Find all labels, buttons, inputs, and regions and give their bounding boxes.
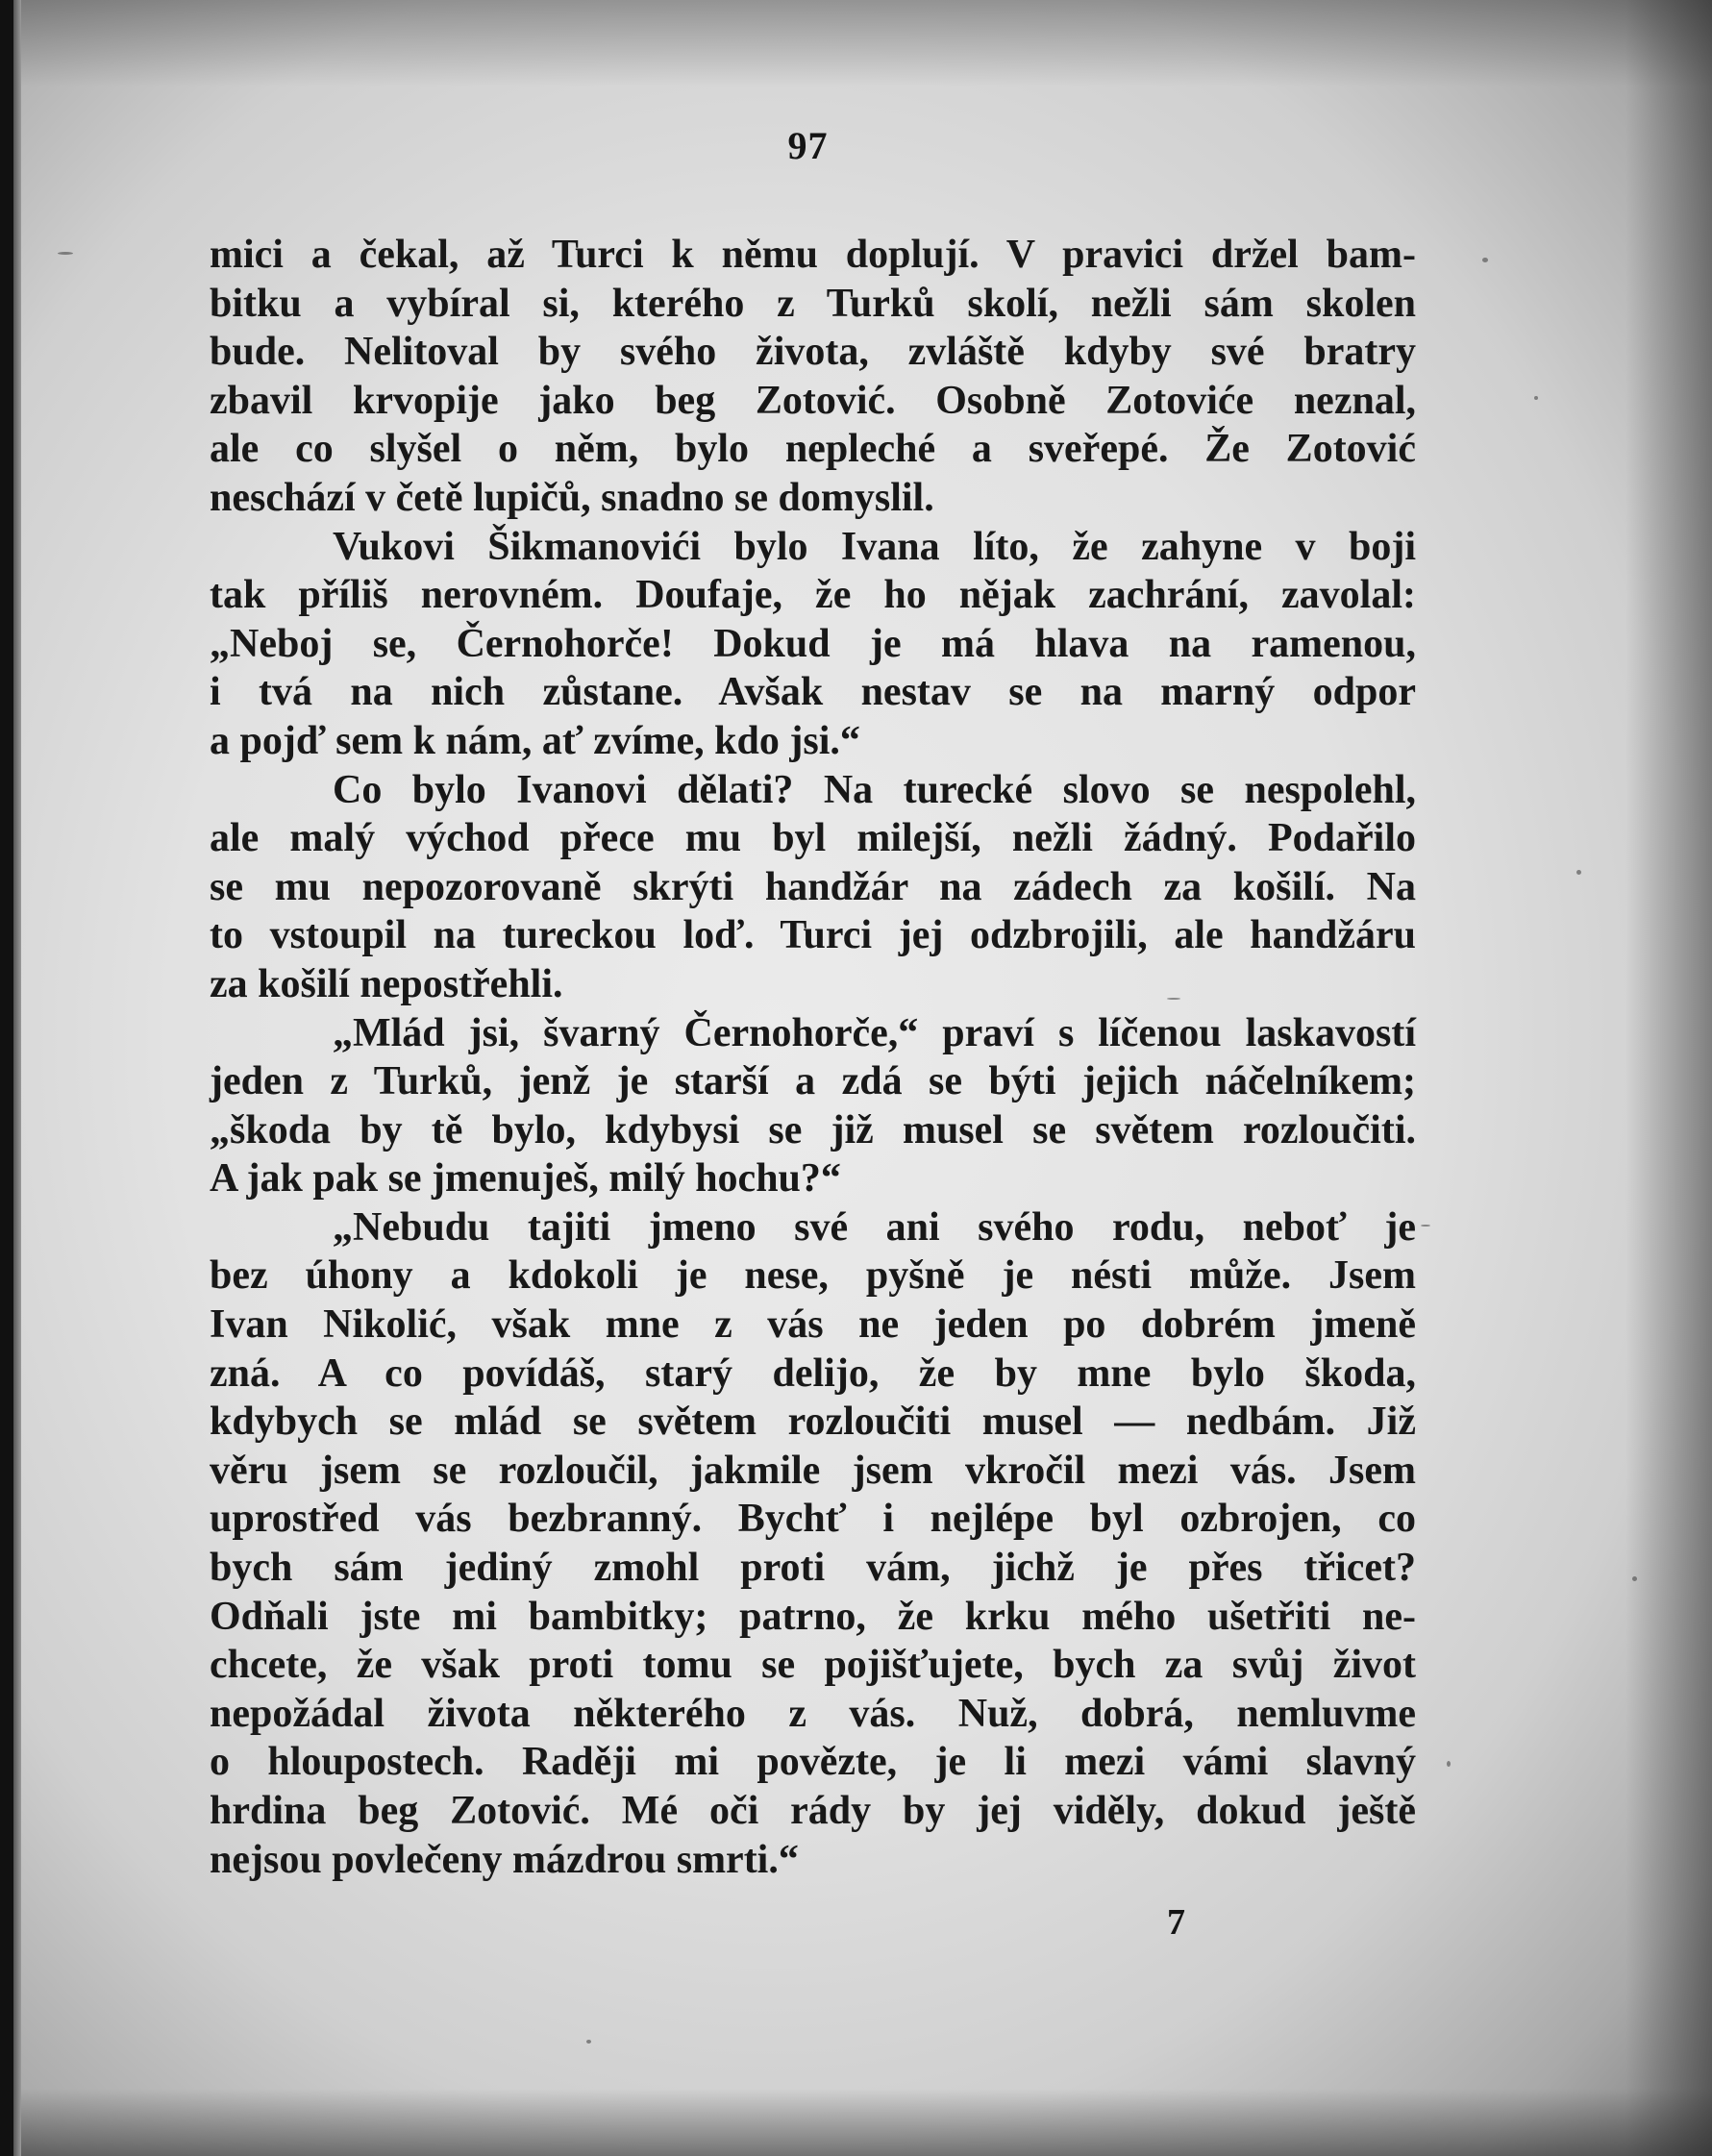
text-line: i tvá na nich zůstane. Avšak nestav se na marný odpor xyxy=(210,670,1416,715)
page-number: 97 xyxy=(787,124,829,167)
text-line: o hloupostech. Raději mi povězte, je li mezi vámi slavný xyxy=(210,1740,1416,1785)
text-line: věru jsem se rozloučil, jakmile jsem vkročil mezi vás. Jsem xyxy=(210,1448,1416,1493)
text-line: to vstoupil na tureckou loď. Turci jej odzbrojili, ale handžáru xyxy=(210,913,1416,958)
text-line: zbavil krvopije jako beg Zotović. Osobně Zotoviće neznal, xyxy=(210,378,1416,423)
text-line: Odňali jste mi bambitky; patrno, že krku mého ušetřiti ne- xyxy=(210,1594,1416,1639)
page-shadow-top xyxy=(0,0,1712,87)
text-line: kdybych se mlád se světem rozloučiti musel — nedbám. Již xyxy=(210,1400,1416,1445)
scan-speck xyxy=(1447,1761,1451,1767)
text-line: a pojď sem k nám, ať zvíme, kdo jsi.“ xyxy=(210,718,860,763)
page-binding-gradient xyxy=(13,0,21,2156)
text-line: tak příliš nerovném. Doufaje, že ho nějak zachrání, zavolal: xyxy=(210,573,1416,618)
text-line: jeden z Turků, jenž je starší a zdá se býti jejich náčelníkem; xyxy=(210,1059,1416,1104)
text-line: se mu nepozorovaně skrýti handžár na zádech za košilí. Na xyxy=(210,864,1416,909)
page-shadow-bottom xyxy=(0,2089,1712,2156)
page-binding-edge xyxy=(0,0,13,2156)
text-line: Ivan Nikolić, však mne z vás ne jeden po dobrém jmeně xyxy=(210,1302,1416,1348)
text-line: neschází v četě lupičů, snadno se domyslil. xyxy=(210,475,934,520)
text-line: chcete, že však proti tomu se pojišťujete, bych za svůj život xyxy=(210,1643,1416,1688)
scan-speck xyxy=(58,252,73,255)
scan-speck xyxy=(1576,870,1581,875)
text-line: bez úhony a kdokoli je nese, pyšně je nésti může. Jsem xyxy=(210,1253,1416,1299)
text-line: nepožádal života některého z vás. Nuž, dobrá, nemluvme xyxy=(210,1691,1416,1736)
scan-speck xyxy=(586,2040,591,2044)
text-line: Vukovi Šikmanovići bylo Ivana líto, že zahyne v boji xyxy=(333,524,1416,569)
text-line: bych sám jediný zmohl proti vám, jichž je přes třicet? xyxy=(210,1546,1416,1591)
body-text xyxy=(210,231,1416,1884)
text-line: „Neboj se, Černohorče! Dokud je má hlava na ramenou, xyxy=(210,621,1416,666)
text-line: zná. A co povídáš, starý delijo, že by mne bylo škoda, xyxy=(210,1351,1416,1396)
text-line: „škoda by tě bylo, kdybysi se již musel se světem rozloučiti. xyxy=(210,1107,1416,1152)
page-shadow-right xyxy=(1625,0,1712,2156)
scan-speck xyxy=(1534,396,1538,400)
text-line: hrdina beg Zotović. Mé oči rády by jej viděly, dokud ještě xyxy=(210,1789,1416,1833)
text-line: nejsou povlečeny mázdrou smrti.“ xyxy=(210,1837,799,1882)
scan-speck xyxy=(1632,1576,1637,1581)
text-line: bude. Nelitoval by svého života, zvláště kdyby své bratry xyxy=(210,330,1416,375)
signature-mark: 7 xyxy=(1167,1902,1185,1943)
text-line: „Mlád jsi, švarný Černohorče,“ praví s líčenou laskavostí xyxy=(333,1010,1416,1055)
text-line: bitku a vybíral si, kterého z Turků skolí, nežli sám skolen xyxy=(210,281,1416,326)
text-line: ale malý východ přece mu byl milejší, nežli žádný. Podařilo xyxy=(210,816,1416,861)
scan-speck xyxy=(1482,258,1488,262)
text-line: A jak pak se jmenuješ, milý hochu?“ xyxy=(210,1156,841,1202)
text-line: „Nebudu tajiti jmeno své ani svého rodu, neboť je xyxy=(333,1204,1416,1250)
text-line: Co bylo Ivanovi dělati? Na turecké slovo se nespolehl, xyxy=(333,767,1416,812)
text-line: ale co slyšel o něm, bylo nepleché a sveřepé. Že Zotović xyxy=(210,427,1416,472)
scan-speck xyxy=(1421,1225,1430,1227)
text-line: mici a čekal, až Turci k němu doplují. V pravici držel bam- xyxy=(210,233,1416,277)
text-line: za košilí nepostřehli. xyxy=(210,961,563,1006)
text-line: uprostřed vás bezbranný. Bychť i nejlépe byl ozbrojen, co xyxy=(210,1497,1416,1542)
